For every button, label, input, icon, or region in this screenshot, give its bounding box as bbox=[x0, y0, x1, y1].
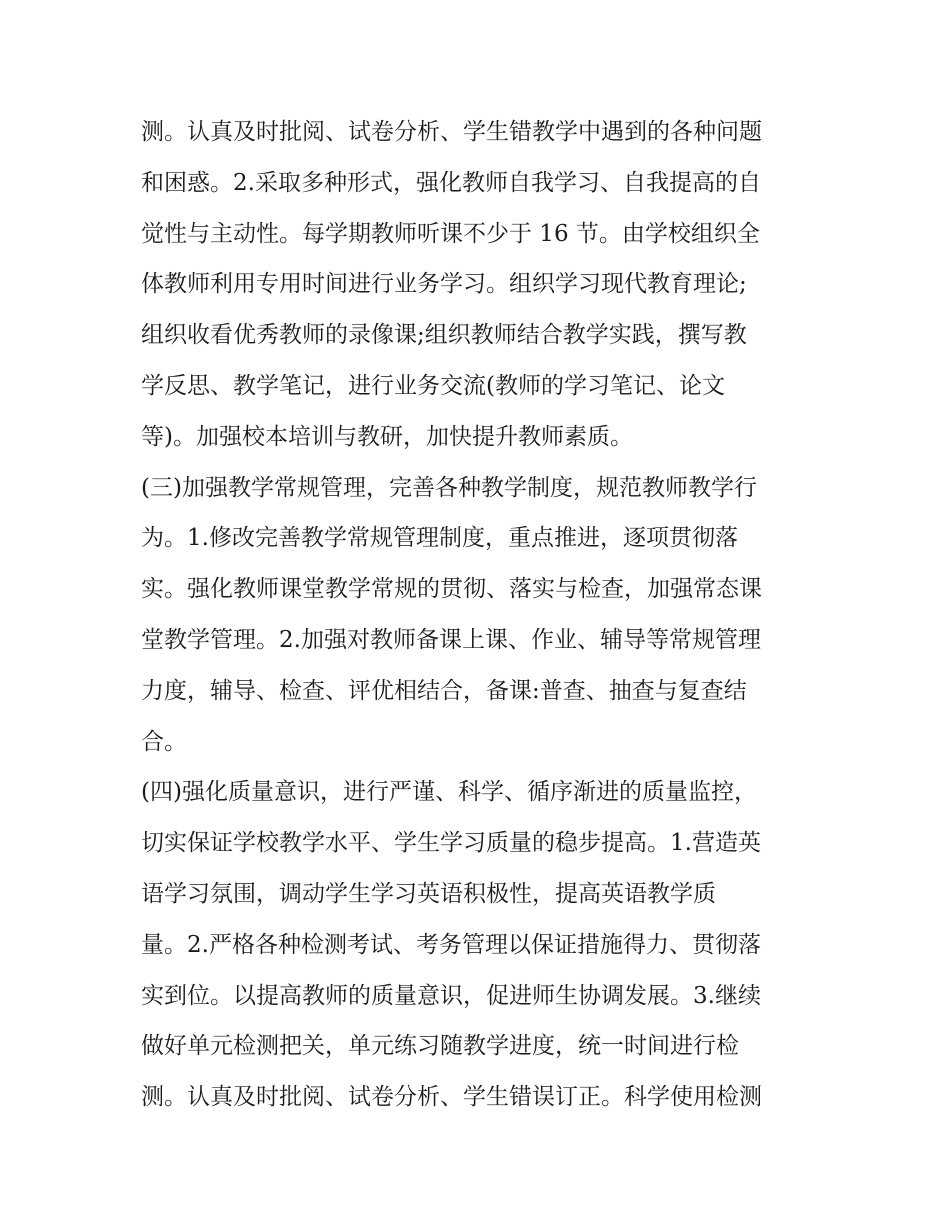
text-line: 语学习氛围，调动学生学习英语积极性，提高英语教学质 bbox=[141, 880, 716, 907]
body-text bbox=[141, 107, 821, 1123]
text-line: 做好单元检测把关，单元练习随教学进度，统一时间进行检 bbox=[141, 1033, 739, 1060]
text-line: 等)。加强校本培训与教研，加快提升教师素质。 bbox=[141, 423, 633, 450]
text-line: 实。强化教师课堂教学常规的贯彻、落实与检查，加强常态课 bbox=[141, 576, 762, 603]
text-line: 组织收看优秀教师的录像课;组织教师结合教学实践，撰写教 bbox=[141, 322, 747, 349]
section-heading-line: (三)加强教学常规管理，完善各种教学制度，规范教师教学行 bbox=[141, 474, 757, 501]
text-line: 和困惑。2.采取多种形式，强化教师自我学习、自我提高的自 bbox=[141, 169, 761, 196]
text-line: 觉性与主动性。每学期教师听课不少于 16 节。由学校组织全 bbox=[141, 220, 760, 247]
text-line: 合。 bbox=[141, 728, 187, 755]
text-line: 测。认真及时批阅、试卷分析、学生错误订正。科学使用检测 bbox=[141, 1084, 762, 1111]
text-line: 力度，辅导、检查、评优相结合，备课:普查、抽查与复查结 bbox=[141, 677, 747, 704]
text-line: 体教师利用专用时间进行业务学习。组织学习现代教育理论; bbox=[141, 271, 747, 298]
text-line: 量。2.严格各种检测考试、考务管理以保证措施得力、贯彻落 bbox=[141, 931, 761, 958]
text-line: 测。认真及时批阅、试卷分析、学生错教学中遇到的各种问题 bbox=[141, 119, 762, 145]
text-line: 为。1.修改完善教学常规管理制度，重点推进，逐项贯彻落 bbox=[141, 525, 738, 552]
text-line: 堂教学管理。2.加强对教师备课上课、作业、辅导等常规管理 bbox=[141, 626, 761, 653]
text-line: 切实保证学校教学水平、学生学习质量的稳步提高。1.营造英 bbox=[141, 830, 761, 857]
section-heading-line: (四)强化质量意识，进行严谨、科学、循序渐进的质量监控， bbox=[141, 779, 757, 806]
text-line: 实到位。以提高教师的质量意识，促进师生协调发展。3.继续 bbox=[141, 982, 761, 1009]
text-line: 学反思、教学笔记，进行业务交流(教师的学习笔记、论文 bbox=[141, 372, 725, 399]
